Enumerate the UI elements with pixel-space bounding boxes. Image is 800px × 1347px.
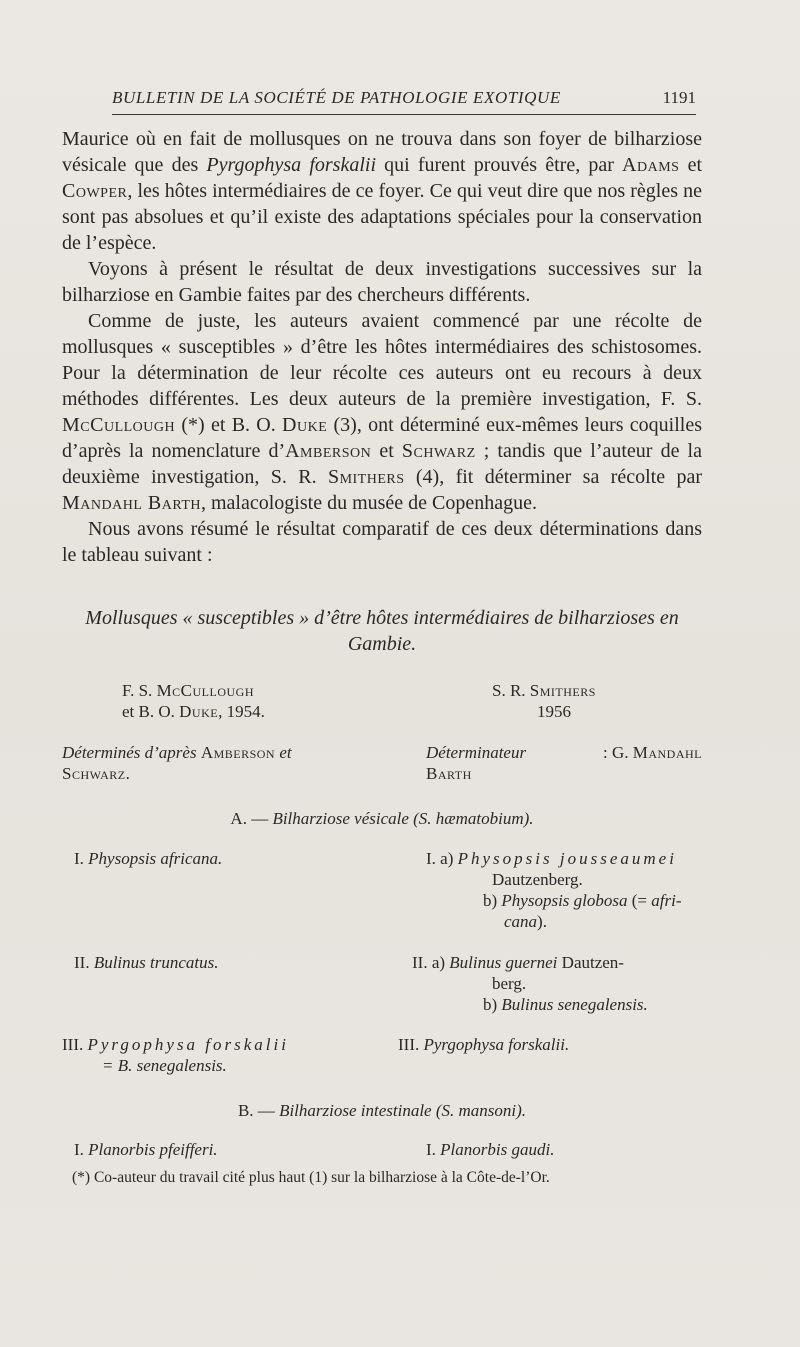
year: 1956 — [537, 702, 571, 721]
section-a-heading — [62, 808, 702, 829]
left-method — [62, 742, 362, 784]
species-name: Bulinus truncatus. — [93, 953, 219, 972]
author-name: Mandahl — [632, 743, 702, 762]
species-name: Bulinus senegalensis. — [501, 995, 648, 1014]
paragraph-4: Nous avons résumé le résultat comparatif de ces deux déterminations dans le tableau suivant : — [62, 518, 702, 566]
body-text — [62, 126, 702, 568]
text-run: Comme de juste, les auteurs avaient commencé par une récolte de mollusques « susceptibles » d’être les hôtes intermédiaires des schistosomes. Pour la détermination de leur récolte ces auteurs ont eu recours à deux méthodes différentes. Les deux auteurs de la première investigation, F. S. — [62, 310, 702, 410]
text-run: (4), fit déterminer sa récolte par — [404, 466, 702, 488]
species-name: Physopsis globosa — [501, 891, 628, 910]
paragraph-3 — [62, 308, 702, 516]
text-run: ). — [537, 912, 547, 931]
page-number: 1191 — [662, 88, 696, 107]
row-a1-left — [74, 848, 364, 869]
author-name: Cowper — [62, 180, 128, 202]
author-name: Smithers — [327, 466, 405, 488]
row-b1-right — [426, 1139, 702, 1160]
text-run: B. — — [237, 1101, 280, 1120]
text-run: II. a) — [412, 953, 450, 972]
row-a3-right — [398, 1034, 702, 1055]
section-b-heading — [62, 1100, 702, 1121]
species-name: cana — [504, 912, 538, 931]
text-run: et — [275, 743, 292, 762]
species-name: Pyrgophysa forskalii — [206, 154, 377, 176]
species-synonym: = B. senegalensis. — [102, 1056, 227, 1075]
left-column-head — [122, 680, 412, 722]
species-name: Physopsis jousseaumei — [457, 849, 677, 868]
row-b1-left — [74, 1139, 364, 1160]
species-name: Planorbis gaudi. — [440, 1140, 555, 1159]
author-name: McCullough — [62, 414, 176, 436]
row-a3-left — [62, 1034, 352, 1076]
text-run: F. S. — [122, 681, 157, 700]
text-run: Déterminateur — [426, 743, 527, 762]
text-run: Maurice où en fait de mollusques on ne trouva dans son foyer de bilharziose vésicale que des — [62, 128, 702, 176]
row-a1-right — [426, 848, 702, 932]
text-run: (3), ont déterminé eux-mêmes leurs coquilles d’après la nomenclature d’ — [62, 414, 702, 462]
text-run: , les hôtes intermédiaires de ce foyer. Ce qui veut dire que nos règles ne sont pas absolues et qu’il existe des adaptations spéciales pour la conservation de l’espèce. — [62, 180, 702, 254]
table-title: Mollusques « susceptibles » d’être hôtes intermédiaires de bilharzioses en Gambie. — [85, 607, 679, 655]
author-name: McCullough — [156, 681, 255, 700]
text-run: S. R. — [492, 681, 530, 700]
section-title: Bilharziose intestinale (S. mansoni). — [279, 1101, 527, 1120]
right-column-head — [492, 680, 702, 722]
text-run: (*) et B. O. — [175, 414, 283, 436]
text-run: , 1954. — [218, 702, 265, 721]
text-run: III. — [62, 1035, 88, 1054]
species-authority: berg. — [492, 974, 527, 993]
footnote: (*) Co-auteur du travail cité plus haut (1) sur la bilharziose à la Côte-de-l’Or. — [72, 1169, 550, 1186]
journal-title: BULLETIN DE LA SOCIÉTÉ DE PATHOLOGIE EXOTIQUE — [112, 88, 561, 107]
right-method — [426, 742, 702, 784]
species-authority: Dautzen- — [557, 953, 624, 972]
paragraph-2: Voyons à présent le résultat de deux investigations successives sur la bilharziose en Gambie faites par des chercheurs différents. — [62, 258, 702, 306]
text-run: I. — [74, 1140, 89, 1159]
header-rule — [112, 114, 696, 115]
section-title: Bilharziose vésicale (S. hæmatobium). — [272, 809, 534, 828]
running-head — [112, 88, 696, 108]
text-run: et — [371, 440, 402, 462]
author-name: Duke — [179, 702, 219, 721]
author-name: Schwarz — [401, 440, 476, 462]
species-name: afri- — [651, 891, 682, 910]
row-a2-right — [412, 952, 702, 1015]
text-run: qui furent prouvés être, par — [376, 154, 623, 176]
text-run: . — [125, 764, 130, 783]
author-name: Amberson — [200, 743, 276, 762]
text-run: Déterminés d’après — [62, 743, 201, 762]
text-run: et — [679, 154, 703, 176]
text-run: II. — [74, 953, 94, 972]
author-name: Smithers — [529, 681, 596, 700]
species-name: Planorbis pfeifferi. — [88, 1140, 218, 1159]
text-run: ; tandis que l’auteur de la deuxième investigation, S. R. — [62, 440, 702, 488]
author-name: Amberson — [285, 440, 372, 462]
row-a2-left — [74, 952, 364, 973]
species-name: Pyrgophysa forskalii — [87, 1035, 289, 1054]
text-run: III. — [398, 1035, 424, 1054]
text-run: , malacologiste du musée de Copenhague. — [201, 492, 538, 514]
text-run: : G. — [602, 743, 633, 762]
author-name: Duke — [282, 414, 328, 436]
author-name: Schwarz — [62, 764, 126, 783]
text-run: A. — — [230, 809, 273, 828]
author-name: Mandahl Barth — [62, 492, 201, 514]
author-name: Adams — [622, 154, 680, 176]
text-run: et B. O. — [122, 702, 180, 721]
species-name: Physopsis africana. — [88, 849, 223, 868]
text-run: (= — [627, 891, 652, 910]
species-name: Pyrgophysa forskalii. — [423, 1035, 570, 1054]
author-name: Barth — [426, 764, 472, 783]
species-name: Bulinus guernei — [449, 953, 558, 972]
paragraph-1 — [62, 126, 702, 256]
text-run: I. — [426, 1140, 441, 1159]
text-run: I. — [74, 849, 89, 868]
species-authority: Dautzenberg. — [492, 870, 583, 889]
text-run: b) — [483, 995, 502, 1014]
text-run: b) — [483, 891, 502, 910]
text-run: I. a) — [426, 849, 458, 868]
